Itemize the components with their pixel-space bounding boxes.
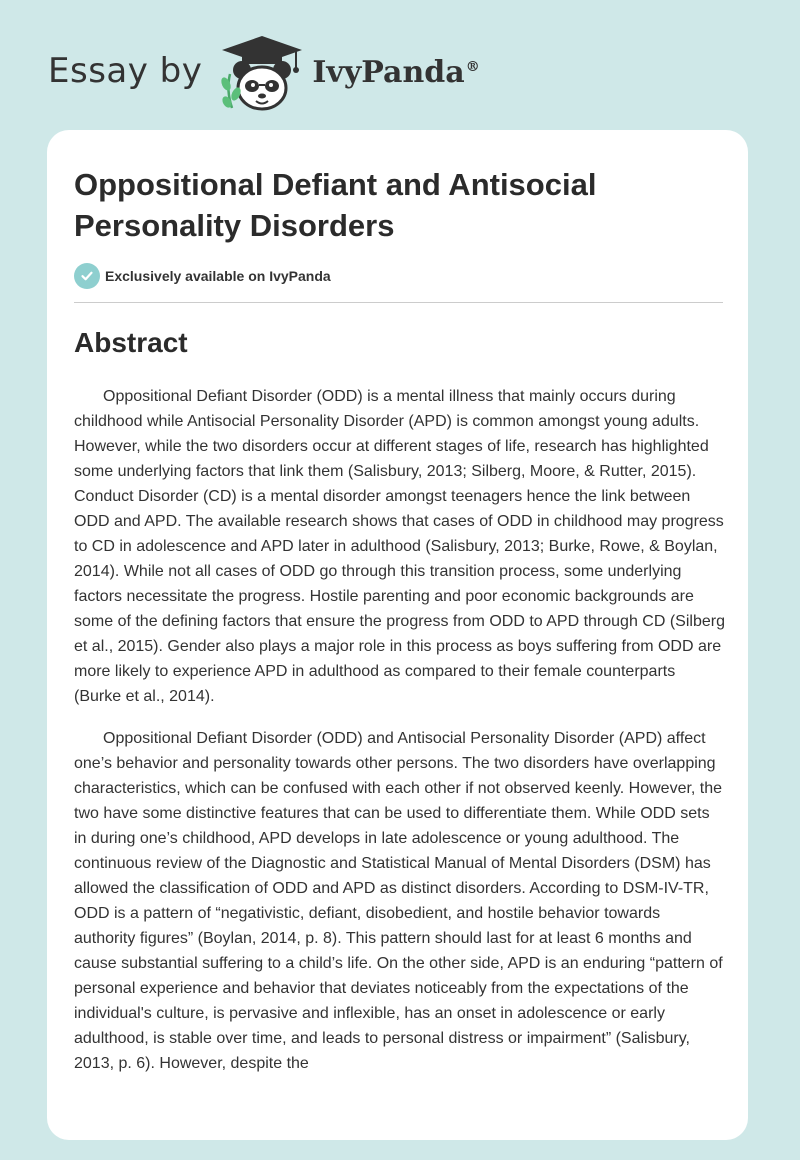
panda-graduate-icon: [216, 34, 308, 114]
site-header-brand[interactable]: [48, 34, 480, 114]
check-circle-icon: [74, 263, 100, 289]
brand-name-text: IvyPanda: [312, 54, 465, 90]
essay-body: [74, 384, 725, 1093]
paragraph: Oppositional Defiant Disorder (ODD) and Antisocial Personality Disorder (APD) affect one’s behavior and personality towards other persons. The two disorders have overlapping characteristics, which can be confused with each other if not observed keenly. However, the two have some distinctive features that can be used to differentiate them. While ODD sets in during one’s childhood, APD develops in late adolescence or young adulthood. The continuous review of the Diagnostic and Statistical Manual of Mental Disorders (DSM) has allowed the classification of ODD and APD as distinct disorders. According to DSM-IV-TR, ODD is a pattern of “negativistic, defiant, disobedient, and hostile behavior towards authority figures” (Boylan, 2014, p. 8). This pattern should last for at least 6 months and cause substantial suffering to a child’s life. On the other side, APD is an enduring “pattern of personal experience and behavior that deviates noticeably from the expectations of the individual's culture, is pervasive and inflexible, has an onset in adolescence or early adulthood, is stable over time, and leads to personal distress or impairment” (Salisbury, 2013, p. 6). However, despite the: [74, 730, 723, 1072]
brand-prefix: Essay by: [48, 51, 203, 91]
title-divider: [74, 302, 723, 303]
exclusive-badge-label: Exclusively available on IvyPanda: [105, 268, 331, 284]
section-heading-abstract: Abstract: [74, 327, 188, 358]
registered-mark: ®: [465, 58, 480, 75]
essay-card: [47, 130, 748, 1140]
essay-title: Oppositional Defiant and Antisocial Personality Disorders: [74, 167, 597, 243]
brand-name: [312, 55, 479, 90]
exclusive-badge: [74, 263, 331, 289]
paragraph: Oppositional Defiant Disorder (ODD) is a mental illness that mainly occurs during childhood while Antisocial Personality Disorder (APD) is common amongst young adults. However, while the two disorders occur at different stages of life, research has highlighted some underlying factors that link them (Salisbury, 2013; Silberg, Moore, & Rutter, 2015). Conduct Disorder (CD) is a mental disorder amongst teenagers hence the link between ODD and APD. The available research shows that cases of ODD in childhood may progress to CD in adolescence and APD later in adulthood (Salisbury, 2013; Burke, Rowe, & Boylan, 2014). While not all cases of ODD go through this transition process, some underlying factors necessitate the progress. Hostile parenting and poor economic backgrounds are some of the defining factors that ensure the progress from ODD to APD through CD (Silberg et al., 2015). Gender also plays a major role in this process as boys suffering from ODD are more likely to experience APD in adulthood as compared to their female counterparts (Burke et al., 2014).: [74, 388, 725, 705]
